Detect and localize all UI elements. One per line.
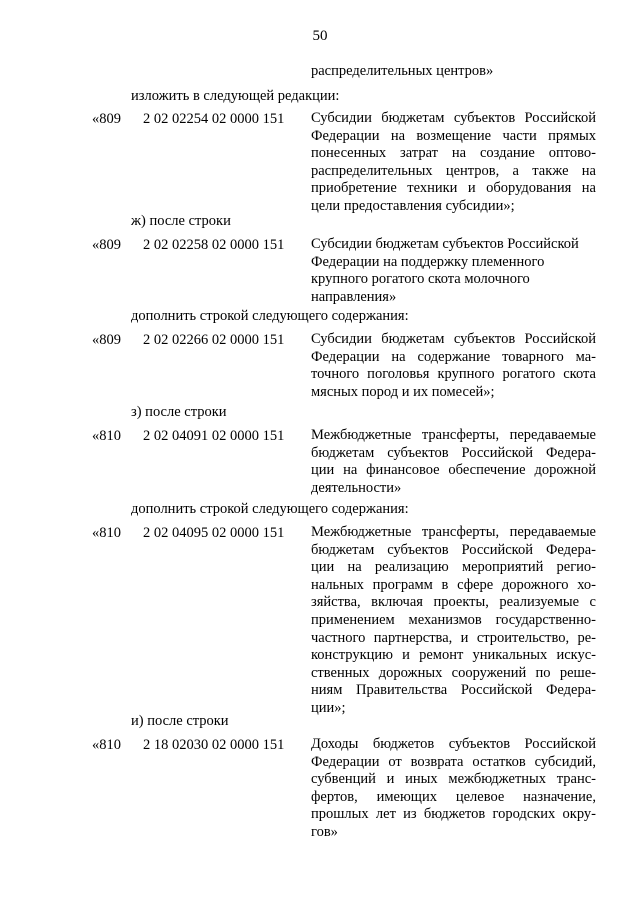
row-2-line: крупного рогатого скота молочного: [311, 271, 530, 288]
row-1-line: Федерации на возмещение части прямых: [311, 127, 596, 144]
row-5-line: бюджетам субъектов Российской Федера-: [311, 541, 596, 558]
row-4-line: Межбюджетные трансферты, передаваемые: [311, 427, 596, 443]
row-5-line: конструкцию и ремонт уникальных искус-: [311, 647, 596, 664]
row-6-kbk: 2 18 02030 02 0000 151: [143, 737, 285, 753]
row-5-code: «810: [92, 525, 121, 541]
row-1-line: приобретение техники и оборудования на: [311, 180, 596, 197]
row-4-kbk: 2 02 04091 02 0000 151: [143, 428, 285, 444]
row-5-line: ниям Правительства Российской Федера-: [311, 682, 596, 699]
row-5-line: применением механизмов государственно-: [311, 611, 596, 628]
row-1-kbk: 2 02 02254 02 0000 151: [143, 111, 285, 127]
row-4-line: деятельности»: [311, 479, 402, 496]
row-4-code: «810: [92, 428, 121, 444]
row-2-line: Субсидии бюджетам субъектов Российской: [311, 236, 579, 252]
row-3-text: [311, 331, 596, 401]
row-4-text: [311, 427, 596, 497]
page-number: 50: [312, 28, 328, 44]
row-3-line: мясных пород и их помесей»;: [311, 383, 495, 400]
row-5-line: нальных программ в сфере дорожного хо-: [311, 576, 596, 593]
row-4-line: бюджетам субъектов Российской Федера-: [311, 444, 596, 461]
row-5-line: ции на реализацию мероприятий регио-: [311, 559, 596, 576]
continuation-text: распределительных центров»: [311, 63, 494, 79]
instruction-add-row-2: дополнить строкой следующего содержания:: [131, 501, 409, 517]
row-3-line: Федерации на содержание товарного ма-: [311, 348, 596, 365]
row-2-code: «809: [92, 237, 121, 253]
instruction-after-row-z: з) после строки: [131, 404, 227, 420]
row-5-line: зяйства, включая проекты, реализуемые с: [311, 594, 596, 611]
row-5-text: [311, 524, 596, 718]
instruction-after-row-zh: ж) после строки: [131, 213, 231, 229]
row-6-line: Федерации от возврата остатков субсидий,: [311, 753, 596, 770]
row-6-line: субвенций и иных межбюджетных транс-: [311, 771, 596, 788]
instruction-after-row-i: и) после строки: [131, 713, 229, 729]
row-3-line: точного поголовья крупного рогатого скота: [311, 366, 596, 383]
row-5-line: Межбюджетные трансферты, передаваемые: [311, 524, 596, 540]
row-5-line: ции»;: [311, 699, 346, 716]
row-6-line: гов»: [311, 823, 338, 840]
row-1-line: понесенных затрат на создание оптово-: [311, 145, 596, 162]
row-5-line: частного партнерства, и строительство, ре-: [311, 629, 596, 646]
row-6-line: прошлых лет из бюджетов городских окру-: [311, 806, 596, 823]
row-2-line: направления»: [311, 288, 397, 305]
row-1-line: Субсидии бюджетам субъектов Российской: [311, 110, 596, 126]
row-1-line: распределительных центров, а также на: [311, 162, 596, 179]
instruction-add-row: дополнить строкой следующего содержания:: [131, 308, 409, 324]
row-3-kbk: 2 02 02266 02 0000 151: [143, 332, 285, 348]
row-1-code: «809: [92, 111, 121, 127]
row-2-kbk: 2 02 02258 02 0000 151: [143, 237, 285, 253]
instruction-replace: изложить в следующей редакции:: [131, 88, 340, 104]
row-2-line: Федерации на поддержку племенного: [311, 253, 545, 270]
row-6-line: фертов, имеющих целевое назначение,: [311, 788, 596, 805]
row-5-kbk: 2 02 04095 02 0000 151: [143, 525, 285, 541]
row-3-code: «809: [92, 332, 121, 348]
row-4-line: ции на финансовое обеспечение дорожной: [311, 462, 596, 479]
row-6-text: [311, 736, 596, 842]
row-2-text: [311, 236, 596, 306]
row-3-line: Субсидии бюджетам субъектов Российской: [311, 331, 596, 347]
row-6-line: Доходы бюджетов субъектов Российской: [311, 736, 596, 752]
row-6-code: «810: [92, 737, 121, 753]
row-5-line: ственных дорожных сооружений по реше-: [311, 664, 596, 681]
row-1-text: [311, 110, 596, 216]
row-1-line: цели предоставления субсидии»;: [311, 197, 515, 214]
